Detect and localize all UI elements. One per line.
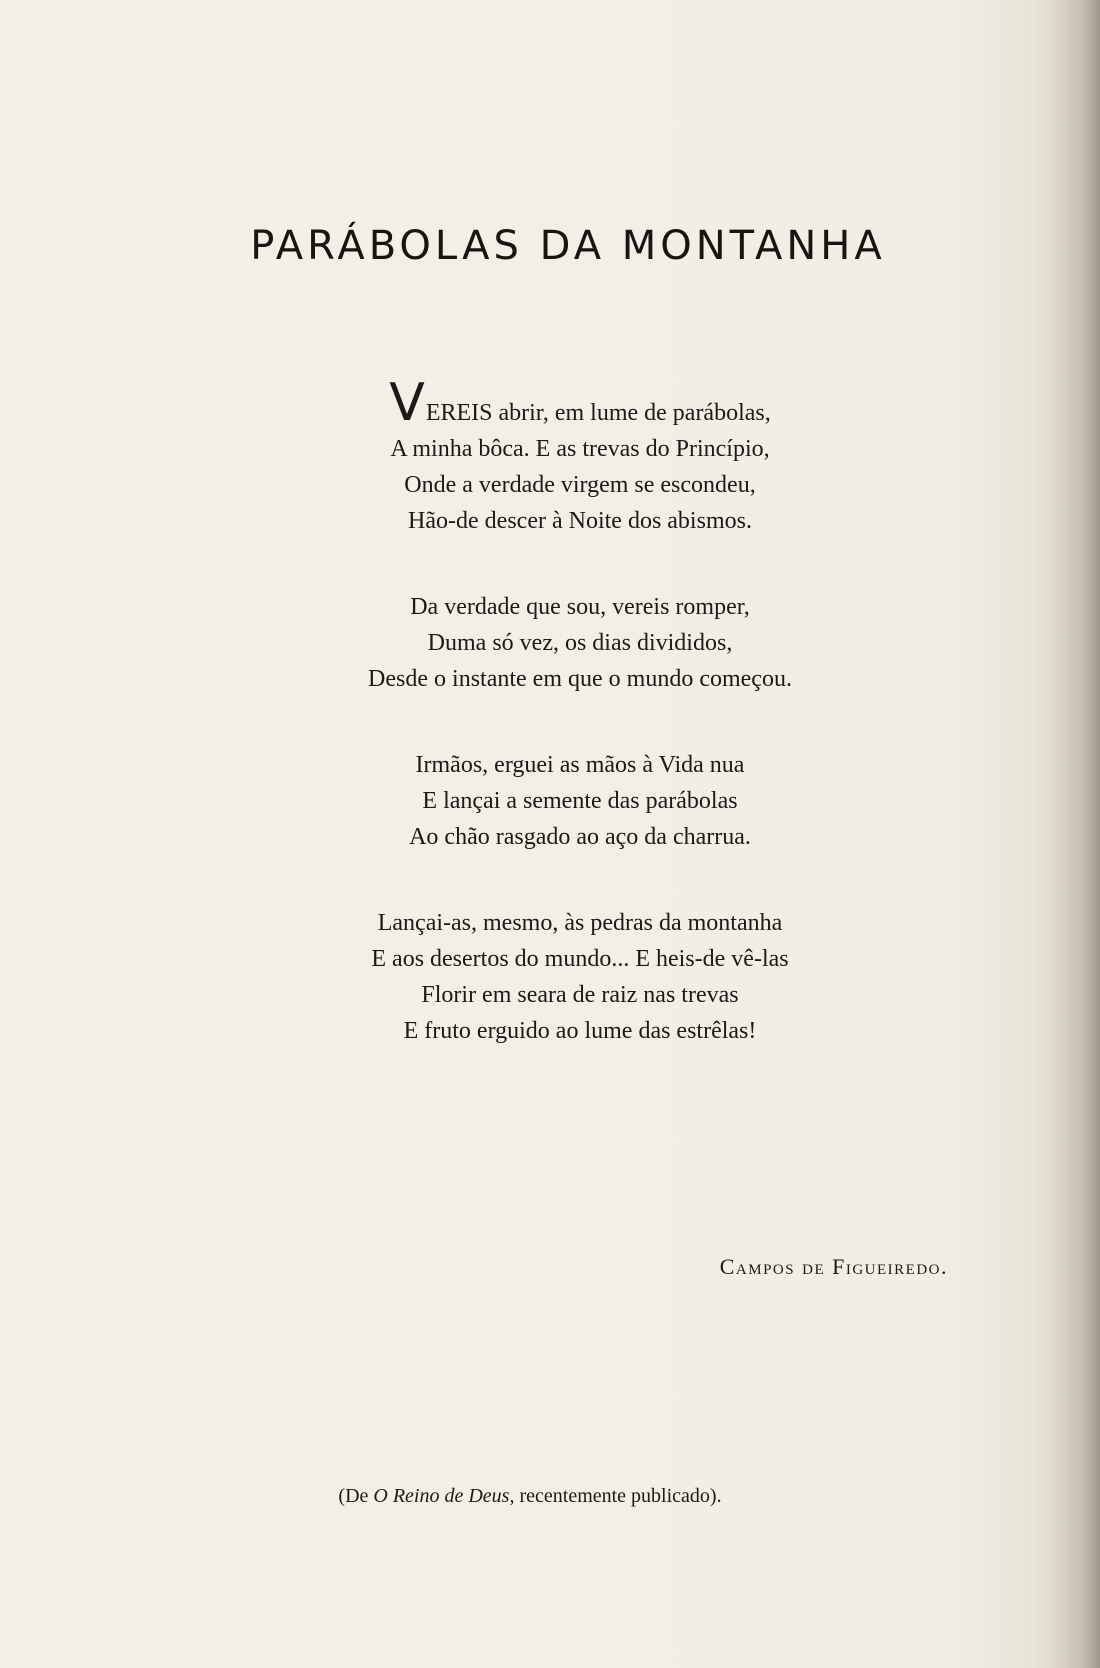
poem-line: Desde o instante em que o mundo começou.: [368, 666, 792, 692]
poem-body: [300, 373, 860, 1099]
poem-line: Ao chão rasgado ao aço da charrua.: [409, 824, 751, 850]
source-suffix: recentemente publicado).: [514, 1485, 722, 1507]
poem-line: Lançai-as, mesmo, às pedras da montanha: [377, 910, 783, 936]
source-prefix: (De: [338, 1485, 374, 1507]
stanza-3: [300, 747, 860, 855]
stanza-2: [300, 589, 860, 697]
poem-line: Onde a verdade virgem se escondeu,: [404, 472, 756, 498]
source-note: [0, 1485, 1100, 1508]
poem-line: Irmãos, erguei as mãos à Vida nua: [415, 752, 745, 778]
author-signature: Campos de Figueiredo.: [719, 1254, 948, 1279]
poem-line: E aos desertos do mundo... E heis-de vê-las: [371, 946, 789, 972]
poem-line: E fruto erguido ao lume das estrêlas!: [403, 1018, 757, 1044]
poem-line: E lançai a semente das parábolas: [422, 788, 738, 814]
drop-cap: V: [389, 373, 425, 433]
stanza-1: [300, 373, 860, 539]
poem-line: A minha bôca. E as trevas do Princípio,: [390, 436, 770, 462]
stanza-4: [300, 905, 860, 1049]
source-book-title: O Reino de Deus,: [373, 1485, 515, 1507]
poem-line: Da verdade que sou, vereis romper,: [410, 594, 750, 620]
poem-title: PARÁBOLAS DA MONTANHA: [250, 222, 886, 269]
poem-line: Florir em seara de raiz nas trevas: [421, 982, 739, 1008]
poem-line: [300, 373, 860, 433]
poem-line: Duma só vez, os dias divididos,: [427, 630, 733, 656]
first-line-text: EREIS abrir, em lume de parábolas,: [425, 400, 771, 426]
poem-line: Hão-de descer à Noite dos abismos.: [408, 508, 752, 534]
